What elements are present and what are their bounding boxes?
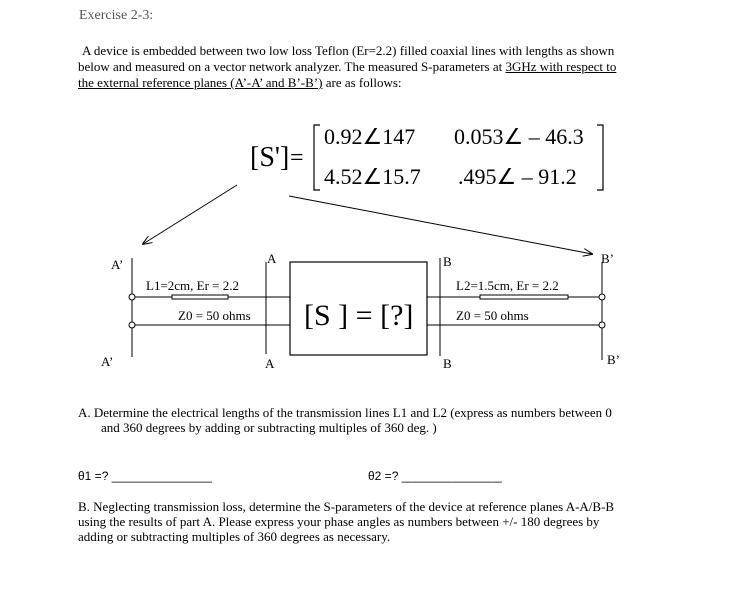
theta2-answer: θ2 =? _______________: [368, 469, 502, 483]
label-l1: L1=2cm, Er = 2.2: [146, 278, 240, 293]
matrix-s22: .495∠ – 91.2: [458, 164, 577, 189]
intro-underlined-frequency: 3GHz with respect to: [505, 59, 617, 74]
label-b-prime-bottom: B’: [607, 352, 620, 367]
label-b-bottom: B: [443, 356, 452, 371]
label-a-top: A: [267, 251, 277, 266]
matrix-left-bracket: [314, 125, 320, 190]
b-prime-top-node: [599, 294, 605, 300]
matrix-s11: 0.92∠147: [324, 124, 416, 149]
label-b-top: B: [443, 254, 452, 269]
s-prime-label: [S']: [250, 142, 290, 173]
label-b-prime-top: B’: [601, 251, 614, 266]
theta1-answer: θ1 =? _______________: [78, 469, 212, 483]
intro-line-2-text: below and measured on a vector network analyzer. The measured S-parameters at: [78, 59, 506, 74]
matrix-equals: =: [290, 145, 304, 171]
right-line-element: [480, 295, 568, 299]
matrix-s21: 4.52∠15.7: [324, 164, 421, 189]
intro-underlined-planes: the external reference planes (A’-A’ and B’-B’): [78, 75, 323, 90]
device-label: [S ] = [?]: [304, 299, 414, 332]
part-b-line-2: using the results of part A. Please express your phase angles as numbers between +/- 180 degrees by: [78, 514, 600, 529]
b-prime-bottom-node: [599, 322, 605, 328]
label-a-prime-bottom: A’: [101, 354, 114, 369]
exercise-title: Exercise 2-3:: [79, 8, 154, 23]
part-a-line-2: and 360 degrees by adding or subtracting multiples of 360 deg. ): [101, 420, 437, 435]
matrix-s12: 0.053∠ – 46.3: [454, 124, 584, 149]
label-a-bottom: A: [265, 356, 275, 371]
label-l2: L2=1.5cm, Er = 2.2: [456, 278, 559, 293]
intro-line-1: A device is embedded between two low loss Teflon (Er=2.2) filled coaxial lines with lengths as shown: [82, 43, 615, 58]
part-b-line-3: adding or subtracting multiples of 360 degrees as necessary.: [78, 529, 391, 544]
left-line-element: [172, 295, 228, 299]
label-z0-left: Z0 = 50 ohms: [178, 308, 251, 323]
a-prime-bottom-node: [129, 322, 135, 328]
a-prime-top-node: [129, 294, 135, 300]
part-b-line-1: B. Neglecting transmission loss, determine the S-parameters of the device at reference planes A-A/B-B: [78, 499, 615, 514]
matrix-right-bracket: [597, 125, 603, 190]
part-a-line-1: A. Determine the electrical lengths of the transmission lines L1 and L2 (express as numbers between 0: [78, 405, 612, 420]
arrow-to-b-prime: [289, 196, 592, 254]
arrow-to-a-prime: [143, 185, 237, 244]
intro-line-3-text: are as follows:: [322, 75, 402, 90]
label-z0-right: Z0 = 50 ohms: [456, 308, 529, 323]
label-a-prime-top: A’: [111, 257, 124, 272]
